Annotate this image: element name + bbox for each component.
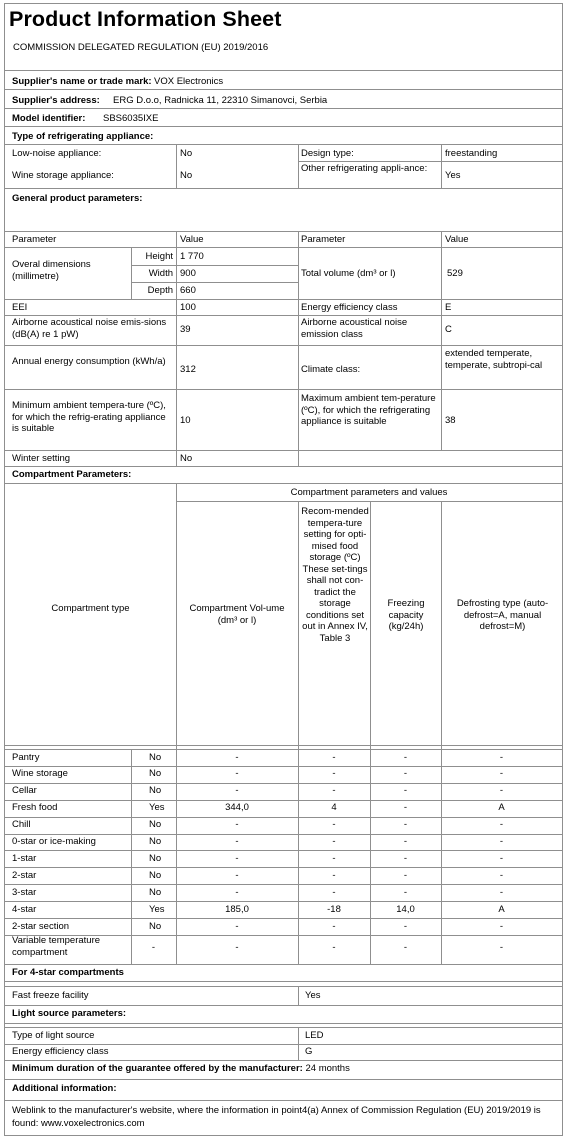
divider <box>298 1027 299 1060</box>
total-volume-label: Total volume (dm³ or l) <box>301 268 396 279</box>
total-volume-value: 529 <box>447 268 463 279</box>
divider <box>5 800 562 801</box>
compartment-heading: Compartment Parameters: <box>12 469 132 480</box>
variable-compartment-temp: - <box>332 942 336 953</box>
compartment-defrost: - <box>499 768 504 780</box>
compartment-defrost: - <box>499 869 504 881</box>
divider <box>5 345 562 346</box>
divider <box>5 981 562 982</box>
divider <box>5 466 562 467</box>
divider <box>5 745 562 746</box>
col-compartment-volume: Compartment Vol-ume (dm³ or l) <box>189 603 285 626</box>
compartment-freezing: - <box>403 836 408 847</box>
supplier-address-label: Supplier's address: <box>12 95 100 106</box>
compartment-freezing: - <box>403 852 408 864</box>
compartment-temp: - <box>332 869 336 881</box>
supplier-address-value: ERG D.o.o, Radnicka 11, 22310 Simanovci, Serbia <box>113 95 328 106</box>
compartment-name: Fresh food <box>12 802 58 814</box>
col-parameter-left: Parameter <box>12 234 57 245</box>
compartment-temp: - <box>332 751 336 763</box>
other-refrigerating-label: Other refrigerating appli-ance: <box>301 163 428 174</box>
divider <box>298 144 299 188</box>
compartment-temp: - <box>332 836 336 847</box>
compartment-freezing: - <box>403 819 408 831</box>
compartment-freezing: - <box>403 920 408 932</box>
variable-compartment-volume: - <box>235 942 239 953</box>
divider <box>441 144 442 188</box>
compartment-present: Yes <box>149 802 165 814</box>
climate-label: Climate class: <box>301 364 361 375</box>
divider <box>441 749 442 964</box>
compartment-group-header: Compartment parameters and values <box>290 487 448 498</box>
compartment-present: No <box>149 852 162 864</box>
col-value-left: Value <box>180 234 204 245</box>
divider <box>5 867 562 868</box>
other-refrigerating-value: Yes <box>445 170 461 181</box>
guarantee-label: Minimum duration of the guarantee offered by the manufacturer: <box>12 1063 303 1074</box>
min-temp-label: Minimum ambient tempera-ture (ºC), for which the refrig-erating appliance is suitable <box>12 400 166 434</box>
divider <box>5 918 562 919</box>
compartment-freezing: - <box>403 869 408 881</box>
divider <box>370 501 371 749</box>
divider <box>5 783 562 784</box>
divider <box>5 749 562 750</box>
min-temp-value: 10 <box>180 415 191 426</box>
col-compartment-type: Compartment type <box>51 603 130 614</box>
wine-storage-value: No <box>180 170 193 181</box>
compartment-present: No <box>149 819 162 831</box>
height-value: 1 770 <box>180 251 204 262</box>
climate-value: extended temperate, temperate, subtropi-cal <box>445 348 543 371</box>
divider <box>5 766 562 767</box>
divider <box>176 231 177 466</box>
divider <box>5 450 562 451</box>
divider <box>176 749 177 964</box>
divider <box>5 299 562 300</box>
divider <box>5 884 562 885</box>
compartment-name: 0-star or ice-making <box>12 836 96 847</box>
noise-label: Airborne acoustical noise emis-sions (dB(A) re 1 pW) <box>12 317 167 340</box>
low-noise-label: Low-noise appliance: <box>12 148 102 159</box>
compartment-volume: - <box>235 785 239 797</box>
divider <box>5 1100 562 1101</box>
compartment-volume: - <box>235 852 239 864</box>
noise-class-label: Airborne acoustical noise emission class <box>301 317 408 340</box>
col-defrosting-type: Defrosting type (auto-defrost=A, manual defrost=M) <box>456 598 549 632</box>
compartment-present: No <box>149 836 162 847</box>
compartment-name: Pantry <box>12 751 40 763</box>
divider <box>298 749 299 964</box>
four-star-heading: For 4-star compartments <box>12 967 124 978</box>
compartment-defrost: - <box>499 785 504 797</box>
regulation-subtitle: COMMISSION DELEGATED REGULATION (EU) 2019/2016 <box>13 42 269 53</box>
compartment-defrost: - <box>499 819 504 831</box>
compartment-name: 1-star <box>12 852 37 864</box>
model-value: SBS6035IXE <box>103 113 159 124</box>
supplier-name-value: VOX Electronics <box>154 76 224 87</box>
wine-storage-label: Wine storage appliance: <box>12 170 114 181</box>
compartment-volume: - <box>235 751 239 763</box>
divider <box>176 144 177 188</box>
divider <box>5 231 562 232</box>
divider <box>5 1005 562 1006</box>
light-type-label: Type of light source <box>12 1030 95 1041</box>
general-heading: General product parameters: <box>12 193 143 204</box>
divider <box>441 231 442 450</box>
divider <box>5 483 562 484</box>
divider <box>370 749 371 964</box>
design-type-label: Design type: <box>301 148 354 159</box>
compartment-temp: 4 <box>331 802 337 814</box>
guarantee-row <box>12 1063 350 1075</box>
compartment-volume: 344,0 <box>225 802 249 814</box>
type-heading: Type of refrigerating appliance: <box>12 131 154 142</box>
light-class-value: G <box>305 1046 313 1057</box>
supplier-name-row <box>5 70 562 89</box>
design-type-value: freestanding <box>445 148 498 159</box>
divider <box>5 1060 562 1061</box>
compartment-name: Wine storage <box>12 768 68 780</box>
model-row <box>5 108 562 126</box>
depth-value: 660 <box>180 285 196 296</box>
width-label: Width <box>148 268 173 279</box>
compartment-present: No <box>149 768 162 780</box>
variable-compartment-defrost: - <box>499 942 504 953</box>
divider <box>298 986 299 1005</box>
product-information-sheet <box>4 3 563 1136</box>
compartment-volume: - <box>235 836 239 847</box>
model-label: Model identifier: <box>12 113 86 124</box>
max-temp-value: 38 <box>445 415 456 426</box>
divider <box>298 501 299 749</box>
depth-label: Depth <box>147 285 173 296</box>
divider <box>5 850 562 851</box>
divider <box>5 1079 562 1080</box>
energy-class-value: E <box>445 302 452 313</box>
divider <box>5 986 562 987</box>
compartment-temp: - <box>332 852 336 864</box>
compartment-freezing: - <box>403 802 408 814</box>
energy-class-label: Energy efficiency class <box>301 302 398 313</box>
divider <box>5 1027 562 1028</box>
eei-label: EEI <box>12 302 28 313</box>
light-heading: Light source parameters: <box>12 1008 127 1019</box>
compartment-defrost: A <box>498 903 505 915</box>
compartment-present: No <box>149 785 162 797</box>
divider <box>441 501 442 749</box>
divider <box>5 247 562 248</box>
divider <box>131 282 298 283</box>
compartment-defrost: - <box>499 920 504 932</box>
compartment-name: 4-star <box>12 903 37 915</box>
compartment-defrost: - <box>499 886 504 898</box>
compartment-freezing: - <box>403 768 408 780</box>
compartment-volume: - <box>235 819 239 831</box>
variable-compartment-freezing: - <box>403 942 408 953</box>
compartment-temp: -18 <box>327 903 341 915</box>
compartment-volume: - <box>235 920 239 932</box>
compartment-freezing: 14,0 <box>396 903 415 915</box>
width-value: 900 <box>180 268 196 279</box>
height-label: Height <box>145 251 173 262</box>
divider <box>5 389 562 390</box>
compartment-volume: - <box>235 869 239 881</box>
divider <box>131 265 298 266</box>
compartment-temp: - <box>332 819 336 831</box>
compartment-present: Yes <box>149 903 165 915</box>
divider <box>5 1023 562 1024</box>
supplier-address-row <box>5 89 562 108</box>
fast-freeze-value: Yes <box>305 990 321 1001</box>
supplier-name-label: Supplier's name or trade mark: <box>12 76 152 87</box>
divider <box>131 247 132 299</box>
max-temp-label: Maximum ambient tem-perature (ºC), for which the refrigerating appliance is suitable <box>301 393 436 427</box>
compartment-defrost: - <box>499 751 504 763</box>
col-freezing-capacity: Freezing capacity (kg/24h) <box>387 598 425 632</box>
col-value-right: Value <box>445 234 469 245</box>
compartment-temp: - <box>332 768 336 780</box>
divider <box>5 901 562 902</box>
winter-label: Winter setting <box>12 453 71 464</box>
compartment-name: 2-star <box>12 869 37 881</box>
divider <box>176 501 562 502</box>
compartment-volume: 185,0 <box>225 903 249 915</box>
page-title: Product Information Sheet <box>9 7 282 31</box>
compartment-freezing: - <box>403 785 408 797</box>
variable-compartment-present: - <box>151 942 156 953</box>
compartment-defrost: - <box>499 852 504 864</box>
divider <box>5 1044 562 1045</box>
compartment-temp: - <box>332 920 336 932</box>
compartment-volume: - <box>235 768 239 780</box>
compartment-present: No <box>149 869 162 881</box>
compartment-present: No <box>149 886 162 898</box>
compartment-freezing: - <box>403 886 408 898</box>
annual-energy-label: Annual energy consumption (kWh/a) <box>12 356 166 367</box>
compartment-name: Chill <box>12 819 31 831</box>
guarantee-value: 24 months <box>305 1063 350 1074</box>
compartment-name: Cellar <box>12 785 37 797</box>
divider <box>131 749 132 964</box>
variable-compartment-label: Variable temperature compartment <box>12 935 101 958</box>
compartment-temp: - <box>332 785 336 797</box>
additional-text: Weblink to the manufacturer's website, where the information in point4(a) Annex of Commission Regulation (EU) 2019/2019 is found: www.voxelectronics.com <box>12 1105 541 1129</box>
col-recommended-temperature: Recom-mended tempera-ture setting for opti-mised food storage (ºC) These set-tings shall not con-tradict the storage conditions set out in Annex IV, Table 3 <box>301 506 369 644</box>
type-heading-row <box>5 126 562 144</box>
dimensions-label: Overal dimensions (millimetre) <box>12 259 91 282</box>
winter-value: No <box>180 453 193 464</box>
noise-value: 39 <box>180 324 191 335</box>
compartment-freezing: - <box>403 751 408 763</box>
general-heading-row <box>5 188 562 231</box>
compartment-present: No <box>149 920 162 932</box>
divider <box>5 315 562 316</box>
noise-class-value: C <box>445 324 452 335</box>
compartment-defrost: A <box>498 802 505 814</box>
divider <box>298 231 299 466</box>
low-noise-value: No <box>180 148 193 159</box>
annual-energy-value: 312 <box>180 364 196 375</box>
divider <box>5 817 562 818</box>
fast-freeze-label: Fast freeze facility <box>12 990 89 1001</box>
compartment-name: 2-star section <box>12 920 70 932</box>
light-type-value: LED <box>305 1030 324 1041</box>
compartment-defrost: - <box>499 836 504 847</box>
light-class-label: Energy efficiency class <box>12 1046 109 1057</box>
compartment-name: 3-star <box>12 886 37 898</box>
divider <box>176 483 177 749</box>
divider <box>5 834 562 835</box>
compartment-present: No <box>149 751 162 763</box>
divider <box>5 964 562 965</box>
low-noise-row <box>5 144 562 161</box>
col-parameter-right: Parameter <box>301 234 346 245</box>
eei-value: 100 <box>180 302 196 313</box>
additional-heading: Additional information: <box>12 1083 117 1094</box>
compartment-volume: - <box>235 886 239 898</box>
wine-storage-row <box>5 162 562 188</box>
compartment-temp: - <box>332 886 336 898</box>
